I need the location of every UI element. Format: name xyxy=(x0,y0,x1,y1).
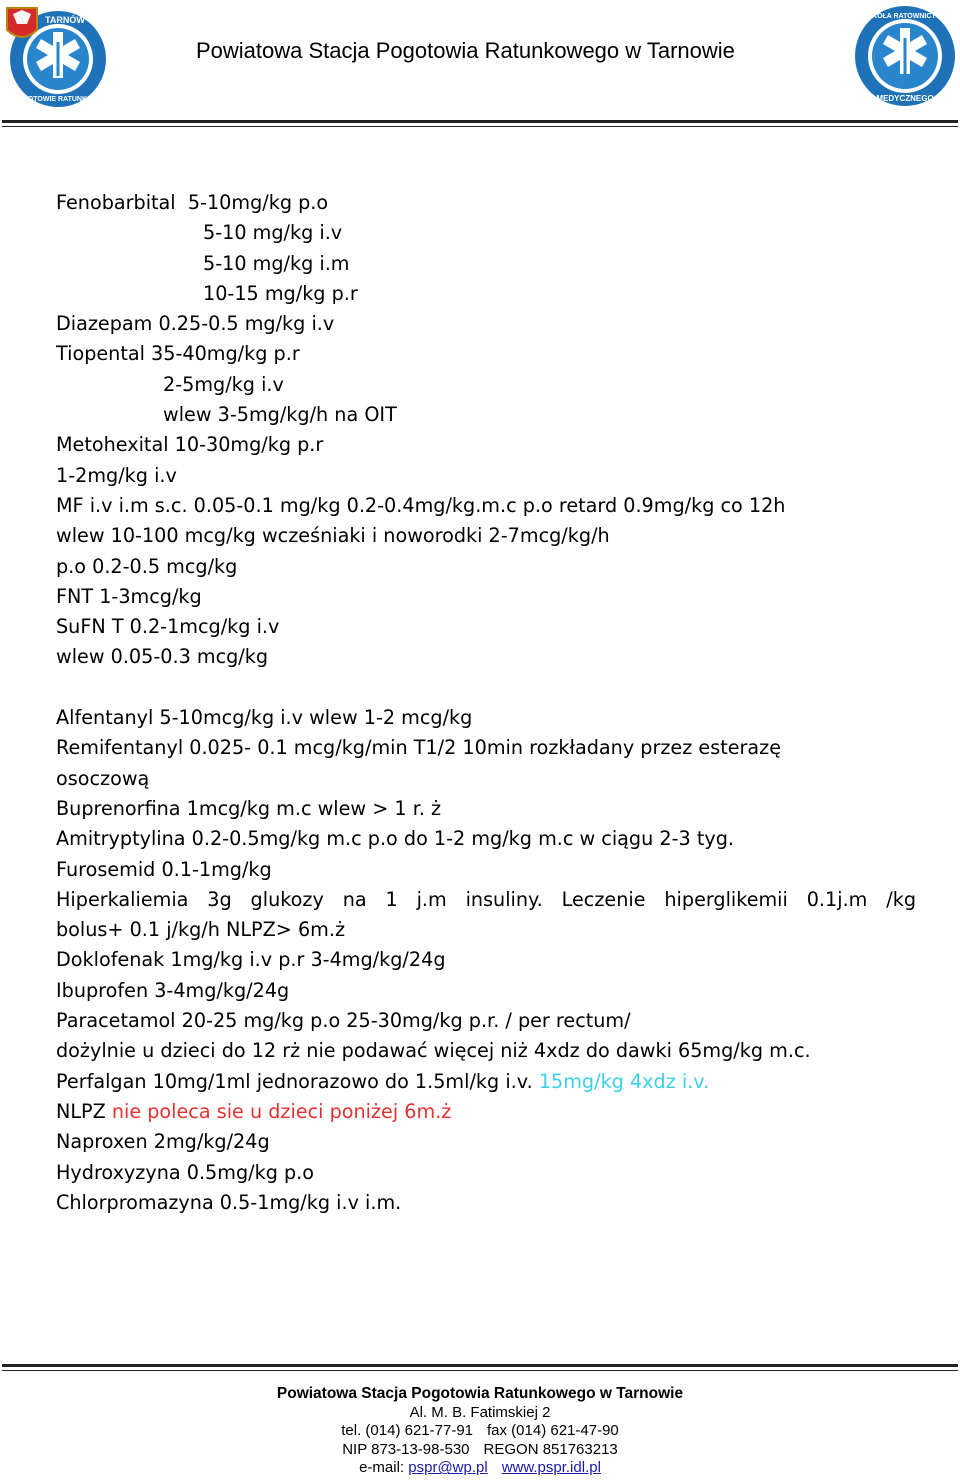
text-line: Doklofenak 1mg/kg i.v p.r 3-4mg/kg/24g xyxy=(56,948,446,972)
footer-nip: NIP 873-13-98-530 xyxy=(342,1440,470,1458)
blank-line xyxy=(56,673,916,703)
text-line: Hiperkaliemia 3g glukozy na 1 j.m insuliny. Leczenie hiperglikemii 0.1j.m /kg xyxy=(56,887,916,911)
document-body xyxy=(56,188,916,1218)
text-line xyxy=(56,1067,916,1097)
text-line: 10-15 mg/kg p.r xyxy=(203,281,358,305)
text-line: wlew 0.05-0.3 mcg/kg xyxy=(56,645,269,669)
footer-fax: fax (014) 621-47-90 xyxy=(487,1422,619,1440)
text-line: Chlorpromazyna 0.5-1mg/kg i.v i.m. xyxy=(56,1190,402,1214)
text-line: osoczową xyxy=(56,766,150,790)
text-line: Remifentanyl 0.025- 0.1 mcg/kg/min T1/2 10min rozkładany przez esterazę xyxy=(56,736,782,760)
text-line: Fenobarbital 5-10mg/kg p.o xyxy=(56,191,329,214)
text-line: Tiopental 35-40mg/kg p.r xyxy=(56,342,300,366)
text-line: bolus+ 0.1 j/kg/h NLPZ> 6m.ż xyxy=(56,918,346,942)
text-line: wlew 10-100 mcg/kg wcześniaki i noworodki 2-7mcg/kg/h xyxy=(56,524,610,548)
logo-left-top-text: TARNÓW xyxy=(45,15,85,25)
footer-contact-row xyxy=(0,1459,960,1478)
szkola-logo-right xyxy=(853,4,957,108)
page-footer xyxy=(0,1385,960,1478)
text-line: 1-2mg/kg i.v xyxy=(56,463,177,487)
pogotowie-logo-left xyxy=(3,4,107,108)
logo-right-top-text: SZKOŁA RATOWNICTWA xyxy=(863,13,947,20)
text-line: Metohexital 10-30mg/kg p.r xyxy=(56,433,324,457)
text-segment: NLPZ xyxy=(56,1099,112,1123)
text-line: Paracetamol 20-25 mg/kg p.o 25-30mg/kg p.r. / per rectum/ xyxy=(56,1009,631,1033)
footer-address: Al. M. B. Fatimskiej 2 xyxy=(409,1403,551,1421)
footer-rule-thin xyxy=(2,1370,958,1371)
text-line: Alfentanyl 5-10mcg/kg i.v wlew 1-2 mcg/kg xyxy=(56,706,473,730)
header-rule-thin xyxy=(2,126,958,127)
footer-org-name: Powiatowa Stacja Pogotowia Ratunkowego w Tarnowie xyxy=(276,1385,684,1402)
text-line: SuFN T 0.2-1mcg/kg i.v xyxy=(56,615,280,639)
footer-website-link[interactable]: www.pspr.idl.pl xyxy=(501,1459,601,1477)
text-line: 2-5mg/kg i.v xyxy=(163,372,284,396)
highlight-red-text: nie poleca sie u dzieci poniżej 6m.ż xyxy=(111,1099,452,1123)
text-line: Amitryptylina 0.2-0.5mg/kg m.c p.o do 1-2 mg/kg m.c w ciągu 2-3 tyg. xyxy=(56,827,734,851)
footer-tel: tel. (014) 621-77-91 xyxy=(341,1422,473,1440)
text-line xyxy=(56,1097,916,1127)
text-line: Diazepam 0.25-0.5 mg/kg i.v xyxy=(56,312,335,336)
text-line: 5-10 mg/kg i.m xyxy=(203,251,350,275)
header-rule-thick xyxy=(2,120,958,123)
text-line: dożylnie u dzieci do 12 rż nie podawać więcej niż 4xdz do dawki 65mg/kg m.c. xyxy=(56,1039,811,1063)
footer-email-label: e-mail: xyxy=(359,1459,409,1477)
footer-registry-row xyxy=(0,1441,960,1460)
text-line: Hydroxyzyna 0.5mg/kg p.o xyxy=(56,1160,314,1184)
highlight-cyan-text: 15mg/kg 4xdz i.v. xyxy=(538,1069,710,1093)
text-line: 5-10 mg/kg i.v xyxy=(203,221,343,245)
text-line: Ibuprofen 3-4mg/kg/24g xyxy=(56,978,290,1002)
footer-regon: REGON 851763213 xyxy=(483,1440,618,1458)
text-segment: Perfalgan 10mg/1ml jednorazowo do 1.5ml/kg i.v. xyxy=(56,1069,539,1093)
text-line: wlew 3-5mg/kg/h na OIT xyxy=(163,403,397,427)
text-line: MF i.v i.m s.c. 0.05-0.1 mg/kg 0.2-0.4mg/kg.m.c p.o retard 0.9mg/kg co 12h xyxy=(56,493,786,517)
logo-right-bottom-text: MEDYCZNEGO xyxy=(876,94,934,103)
footer-email-link[interactable]: pspr@wp.pl xyxy=(408,1459,488,1477)
footer-phone-row xyxy=(0,1422,960,1441)
footer-rule-thick xyxy=(2,1364,958,1367)
logo-left-bottom-text: POGOTOWIE RATUNKOWE xyxy=(12,96,104,103)
text-line: FNT 1-3mcg/kg xyxy=(56,584,202,608)
text-line: Furosemid 0.1-1mg/kg xyxy=(56,857,272,881)
text-line: p.o 0.2-0.5 mcg/kg xyxy=(56,554,238,578)
text-line: Naproxen 2mg/kg/24g xyxy=(56,1130,270,1154)
text-line: Buprenorfina 1mcg/kg m.c wlew > 1 r. ż xyxy=(56,796,442,820)
page-header-title: Powiatowa Stacja Pogotowia Ratunkowego w Tarnowie xyxy=(196,38,735,63)
